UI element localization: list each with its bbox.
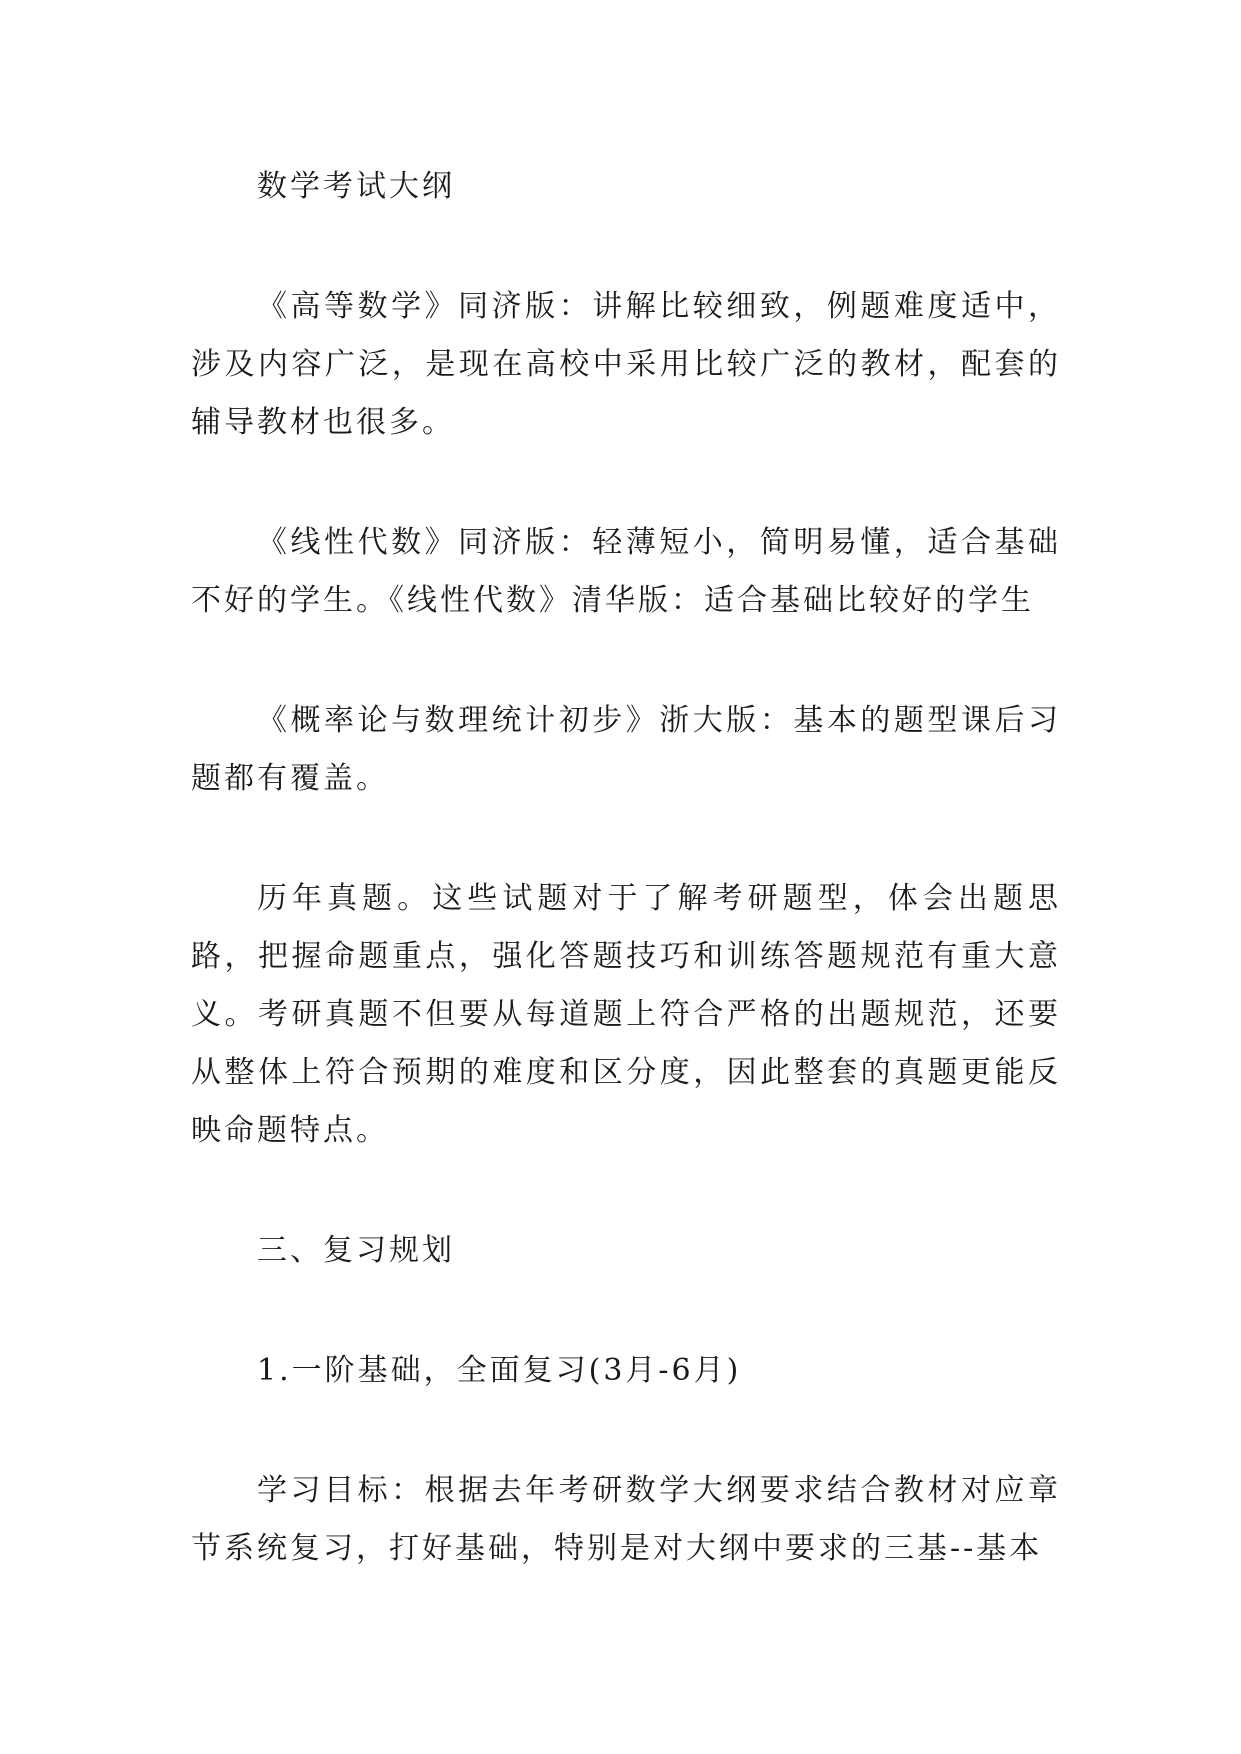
paragraph-past-exams: 历年真题。这些试题对于了解考研题型，体会出题思路，把握命题重点，强化答题技巧和训练答题规范有重大意义。考研真题不但要从每道题上符合严格的出题规范，还要从整体上符合预期的难度和区分度，因此整套的真题更能反映命题特点。 bbox=[191, 881, 1061, 1148]
section-heading-review-plan: 三、复习规划 bbox=[257, 1233, 455, 1268]
paragraph-linear-algebra: 《线性代数》同济版：轻薄短小，简明易懂，适合基础不好的学生。《线性代数》清华版：适合基础比较好的学生 bbox=[191, 525, 1061, 618]
paragraph-probability: 《概率论与数理统计初步》浙大版：基本的题型课后习题都有覆盖。 bbox=[191, 703, 1061, 796]
paragraph-advanced-math: 《高等数学》同济版：讲解比较细致，例题难度适中，涉及内容广泛，是现在高校中采用比较广泛的教材，配套的辅导教材也很多。 bbox=[191, 289, 1061, 440]
document-body bbox=[191, 158, 1061, 1578]
subsection-heading-stage-one: 1.一阶基础，全面复习(3月-6月) bbox=[257, 1353, 742, 1388]
section-heading-exam-syllabus: 数学考试大纲 bbox=[257, 169, 455, 204]
paragraph-study-goal: 学习目标：根据去年考研数学大纲要求结合教材对应章节系统复习，打好基础，特别是对大纲中要求的三基--基本 bbox=[191, 1473, 1061, 1566]
